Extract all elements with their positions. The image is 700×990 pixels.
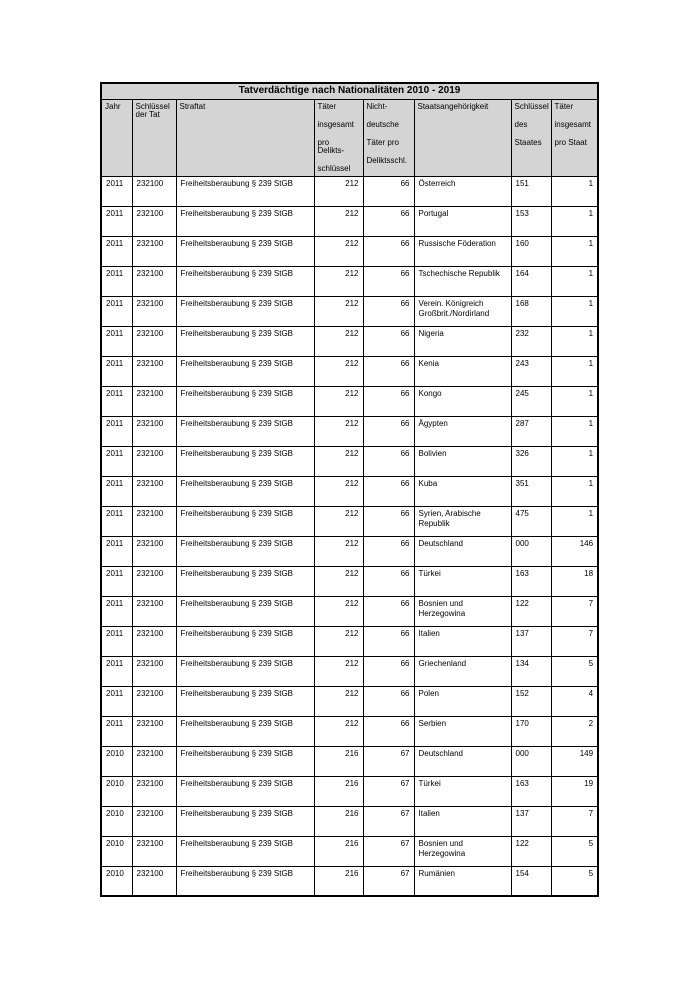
cell-staatsangehoerigkeit: Italien: [414, 806, 511, 836]
table-row: [101, 386, 598, 416]
cell-schluessel-des-staates: 326: [511, 446, 551, 476]
table-row: [101, 206, 598, 236]
cell-schluessel-der-tat: 232100: [132, 266, 176, 296]
cell-nichtdeutsche-taeter-pro-deliktsschluessel: 66: [363, 296, 414, 326]
cell-straftat: Freiheitsberaubung § 239 StGB: [176, 686, 314, 716]
cell-schluessel-des-staates: 137: [511, 626, 551, 656]
cell-nichtdeutsche-taeter-pro-deliktsschluessel: 66: [363, 656, 414, 686]
table-row: [101, 716, 598, 746]
cell-staatsangehoerigkeit: Bosnien und Herzegowina: [414, 836, 511, 866]
cell-straftat: Freiheitsberaubung § 239 StGB: [176, 806, 314, 836]
cell-straftat: Freiheitsberaubung § 239 StGB: [176, 416, 314, 446]
cell-taeter-insgesamt-pro-staat: 1: [551, 476, 598, 506]
cell-taeter-insgesamt-pro-deliktsschluessel: 212: [314, 656, 363, 686]
column-header-taeter-insgesamt-pro-staat: Täter insgesamt pro Staat: [551, 99, 598, 176]
cell-schluessel-der-tat: 232100: [132, 356, 176, 386]
column-header-nichtdeutsche-taeter-pro-deliktsschluessel: Nicht- deutsche Täter pro Deliktsschl.: [363, 99, 414, 176]
table-title: Tatverdächtige nach Nationalitäten 2010 - 2019: [101, 83, 598, 99]
cell-nichtdeutsche-taeter-pro-deliktsschluessel: 67: [363, 836, 414, 866]
cell-straftat: Freiheitsberaubung § 239 StGB: [176, 656, 314, 686]
table-row: [101, 866, 598, 896]
cell-nichtdeutsche-taeter-pro-deliktsschluessel: 66: [363, 626, 414, 656]
cell-schluessel-des-staates: 154: [511, 866, 551, 896]
cell-staatsangehoerigkeit: Ägypten: [414, 416, 511, 446]
cell-taeter-insgesamt-pro-deliktsschluessel: 212: [314, 416, 363, 446]
cell-staatsangehoerigkeit: Türkei: [414, 566, 511, 596]
cell-schluessel-des-staates: 287: [511, 416, 551, 446]
cell-nichtdeutsche-taeter-pro-deliktsschluessel: 67: [363, 866, 414, 896]
cell-taeter-insgesamt-pro-deliktsschluessel: 212: [314, 626, 363, 656]
cell-nichtdeutsche-taeter-pro-deliktsschluessel: 66: [363, 476, 414, 506]
cell-schluessel-des-staates: 000: [511, 746, 551, 776]
cell-jahr: 2011: [101, 266, 132, 296]
cell-taeter-insgesamt-pro-deliktsschluessel: 212: [314, 596, 363, 626]
cell-nichtdeutsche-taeter-pro-deliktsschluessel: 66: [363, 386, 414, 416]
cell-schluessel-der-tat: 232100: [132, 236, 176, 266]
cell-jahr: 2011: [101, 716, 132, 746]
cell-taeter-insgesamt-pro-deliktsschluessel: 216: [314, 746, 363, 776]
cell-taeter-insgesamt-pro-staat: 149: [551, 746, 598, 776]
cell-staatsangehoerigkeit: Portugal: [414, 206, 511, 236]
cell-staatsangehoerigkeit: Griechenland: [414, 656, 511, 686]
cell-jahr: 2011: [101, 326, 132, 356]
cell-taeter-insgesamt-pro-deliktsschluessel: 212: [314, 476, 363, 506]
cell-schluessel-des-staates: 243: [511, 356, 551, 386]
cell-jahr: 2011: [101, 626, 132, 656]
cell-schluessel-der-tat: 232100: [132, 176, 176, 206]
cell-schluessel-der-tat: 232100: [132, 656, 176, 686]
cell-schluessel-des-staates: 163: [511, 776, 551, 806]
cell-taeter-insgesamt-pro-deliktsschluessel: 212: [314, 686, 363, 716]
cell-schluessel-des-staates: 232: [511, 326, 551, 356]
cell-straftat: Freiheitsberaubung § 239 StGB: [176, 746, 314, 776]
column-header-jahr: Jahr: [101, 99, 132, 176]
cell-straftat: Freiheitsberaubung § 239 StGB: [176, 536, 314, 566]
cell-schluessel-des-staates: 137: [511, 806, 551, 836]
cell-schluessel-der-tat: 232100: [132, 326, 176, 356]
table-row: [101, 176, 598, 206]
cell-taeter-insgesamt-pro-staat: 7: [551, 626, 598, 656]
cell-schluessel-des-staates: 164: [511, 266, 551, 296]
table-row: [101, 536, 598, 566]
column-header-taeter-insgesamt-pro-deliktsschluessel: Täter insgesamt pro Delikts- schlüssel: [314, 99, 363, 176]
cell-taeter-insgesamt-pro-deliktsschluessel: 212: [314, 266, 363, 296]
table-row: [101, 326, 598, 356]
cell-straftat: Freiheitsberaubung § 239 StGB: [176, 386, 314, 416]
cell-nichtdeutsche-taeter-pro-deliktsschluessel: 66: [363, 506, 414, 536]
cell-schluessel-des-staates: 475: [511, 506, 551, 536]
cell-staatsangehoerigkeit: Österreich: [414, 176, 511, 206]
cell-jahr: 2010: [101, 746, 132, 776]
cell-schluessel-des-staates: 153: [511, 206, 551, 236]
cell-taeter-insgesamt-pro-staat: 1: [551, 266, 598, 296]
cell-straftat: Freiheitsberaubung § 239 StGB: [176, 356, 314, 386]
cell-straftat: Freiheitsberaubung § 239 StGB: [176, 506, 314, 536]
column-header-straftat: Straftat: [176, 99, 314, 176]
cell-nichtdeutsche-taeter-pro-deliktsschluessel: 67: [363, 776, 414, 806]
suspects-by-nationality-table: [100, 82, 599, 897]
table-header-row: [101, 99, 598, 176]
cell-staatsangehoerigkeit: Tschechische Republik: [414, 266, 511, 296]
cell-straftat: Freiheitsberaubung § 239 StGB: [176, 776, 314, 806]
cell-schluessel-des-staates: 151: [511, 176, 551, 206]
cell-schluessel-der-tat: 232100: [132, 566, 176, 596]
cell-jahr: 2011: [101, 476, 132, 506]
cell-jahr: 2011: [101, 176, 132, 206]
cell-taeter-insgesamt-pro-staat: 1: [551, 206, 598, 236]
cell-jahr: 2011: [101, 506, 132, 536]
cell-straftat: Freiheitsberaubung § 239 StGB: [176, 866, 314, 896]
cell-nichtdeutsche-taeter-pro-deliktsschluessel: 66: [363, 446, 414, 476]
cell-schluessel-der-tat: 232100: [132, 836, 176, 866]
cell-straftat: Freiheitsberaubung § 239 StGB: [176, 176, 314, 206]
cell-schluessel-des-staates: 134: [511, 656, 551, 686]
cell-straftat: Freiheitsberaubung § 239 StGB: [176, 716, 314, 746]
table-row: [101, 656, 598, 686]
cell-taeter-insgesamt-pro-staat: 146: [551, 536, 598, 566]
column-header-schluessel-der-tat: Schlüssel der Tat: [132, 99, 176, 176]
cell-schluessel-des-staates: 351: [511, 476, 551, 506]
cell-taeter-insgesamt-pro-deliktsschluessel: 216: [314, 866, 363, 896]
cell-jahr: 2011: [101, 206, 132, 236]
cell-taeter-insgesamt-pro-deliktsschluessel: 212: [314, 326, 363, 356]
cell-taeter-insgesamt-pro-staat: 5: [551, 656, 598, 686]
cell-schluessel-des-staates: 170: [511, 716, 551, 746]
cell-taeter-insgesamt-pro-staat: 5: [551, 836, 598, 866]
cell-straftat: Freiheitsberaubung § 239 StGB: [176, 326, 314, 356]
cell-staatsangehoerigkeit: Kongo: [414, 386, 511, 416]
cell-staatsangehoerigkeit: Russische Föderation: [414, 236, 511, 266]
cell-taeter-insgesamt-pro-staat: 7: [551, 596, 598, 626]
table-body: [101, 176, 598, 896]
cell-taeter-insgesamt-pro-staat: 18: [551, 566, 598, 596]
cell-staatsangehoerigkeit: Kuba: [414, 476, 511, 506]
cell-staatsangehoerigkeit: Verein. Königreich Großbrit./Nordirland: [414, 296, 511, 326]
cell-taeter-insgesamt-pro-deliktsschluessel: 212: [314, 386, 363, 416]
cell-taeter-insgesamt-pro-deliktsschluessel: 212: [314, 506, 363, 536]
cell-jahr: 2011: [101, 596, 132, 626]
cell-schluessel-der-tat: 232100: [132, 386, 176, 416]
cell-jahr: 2010: [101, 806, 132, 836]
table-row: [101, 686, 598, 716]
cell-straftat: Freiheitsberaubung § 239 StGB: [176, 266, 314, 296]
cell-schluessel-des-staates: 122: [511, 596, 551, 626]
table-row: [101, 566, 598, 596]
table-row: [101, 806, 598, 836]
cell-jahr: 2011: [101, 536, 132, 566]
cell-jahr: 2011: [101, 416, 132, 446]
cell-schluessel-des-staates: 163: [511, 566, 551, 596]
cell-jahr: 2011: [101, 386, 132, 416]
cell-staatsangehoerigkeit: Deutschland: [414, 536, 511, 566]
cell-schluessel-des-staates: 168: [511, 296, 551, 326]
cell-nichtdeutsche-taeter-pro-deliktsschluessel: 67: [363, 746, 414, 776]
cell-straftat: Freiheitsberaubung § 239 StGB: [176, 476, 314, 506]
cell-staatsangehoerigkeit: Nigeria: [414, 326, 511, 356]
cell-schluessel-des-staates: 122: [511, 836, 551, 866]
table-row: [101, 266, 598, 296]
table-row: [101, 356, 598, 386]
cell-taeter-insgesamt-pro-staat: 1: [551, 446, 598, 476]
cell-schluessel-der-tat: 232100: [132, 776, 176, 806]
cell-taeter-insgesamt-pro-staat: 7: [551, 806, 598, 836]
cell-taeter-insgesamt-pro-staat: 2: [551, 716, 598, 746]
cell-nichtdeutsche-taeter-pro-deliktsschluessel: 66: [363, 236, 414, 266]
cell-taeter-insgesamt-pro-deliktsschluessel: 212: [314, 296, 363, 326]
cell-jahr: 2011: [101, 296, 132, 326]
cell-nichtdeutsche-taeter-pro-deliktsschluessel: 66: [363, 176, 414, 206]
cell-taeter-insgesamt-pro-staat: 1: [551, 416, 598, 446]
cell-taeter-insgesamt-pro-staat: 4: [551, 686, 598, 716]
table-row: [101, 296, 598, 326]
cell-taeter-insgesamt-pro-staat: 1: [551, 356, 598, 386]
table-row: [101, 476, 598, 506]
cell-schluessel-der-tat: 232100: [132, 716, 176, 746]
table-title-row: [101, 83, 598, 99]
cell-schluessel-der-tat: 232100: [132, 416, 176, 446]
cell-straftat: Freiheitsberaubung § 239 StGB: [176, 836, 314, 866]
cell-taeter-insgesamt-pro-deliktsschluessel: 216: [314, 836, 363, 866]
cell-jahr: 2010: [101, 836, 132, 866]
cell-schluessel-der-tat: 232100: [132, 596, 176, 626]
cell-schluessel-der-tat: 232100: [132, 296, 176, 326]
cell-schluessel-der-tat: 232100: [132, 686, 176, 716]
cell-schluessel-der-tat: 232100: [132, 476, 176, 506]
cell-taeter-insgesamt-pro-deliktsschluessel: 212: [314, 536, 363, 566]
table-row: [101, 776, 598, 806]
cell-nichtdeutsche-taeter-pro-deliktsschluessel: 66: [363, 356, 414, 386]
cell-straftat: Freiheitsberaubung § 239 StGB: [176, 596, 314, 626]
table-row: [101, 506, 598, 536]
cell-taeter-insgesamt-pro-staat: 1: [551, 506, 598, 536]
cell-taeter-insgesamt-pro-staat: 1: [551, 386, 598, 416]
table-row: [101, 596, 598, 626]
cell-taeter-insgesamt-pro-deliktsschluessel: 216: [314, 776, 363, 806]
cell-jahr: 2011: [101, 686, 132, 716]
cell-nichtdeutsche-taeter-pro-deliktsschluessel: 66: [363, 686, 414, 716]
column-header-schluessel-des-staates: Schlüssel des Staates: [511, 99, 551, 176]
cell-staatsangehoerigkeit: Italien: [414, 626, 511, 656]
cell-nichtdeutsche-taeter-pro-deliktsschluessel: 67: [363, 806, 414, 836]
cell-straftat: Freiheitsberaubung § 239 StGB: [176, 566, 314, 596]
cell-staatsangehoerigkeit: Syrien, Arabische Republik: [414, 506, 511, 536]
cell-taeter-insgesamt-pro-staat: 19: [551, 776, 598, 806]
cell-taeter-insgesamt-pro-deliktsschluessel: 216: [314, 806, 363, 836]
cell-schluessel-der-tat: 232100: [132, 506, 176, 536]
table-row: [101, 836, 598, 866]
cell-staatsangehoerigkeit: Polen: [414, 686, 511, 716]
cell-staatsangehoerigkeit: Serbien: [414, 716, 511, 746]
cell-jahr: 2010: [101, 776, 132, 806]
cell-taeter-insgesamt-pro-deliktsschluessel: 212: [314, 356, 363, 386]
table-row: [101, 446, 598, 476]
cell-taeter-insgesamt-pro-staat: 5: [551, 866, 598, 896]
cell-nichtdeutsche-taeter-pro-deliktsschluessel: 66: [363, 596, 414, 626]
cell-taeter-insgesamt-pro-staat: 1: [551, 236, 598, 266]
cell-taeter-insgesamt-pro-deliktsschluessel: 212: [314, 446, 363, 476]
table-row: [101, 626, 598, 656]
cell-jahr: 2011: [101, 656, 132, 686]
cell-nichtdeutsche-taeter-pro-deliktsschluessel: 66: [363, 206, 414, 236]
cell-jahr: 2011: [101, 566, 132, 596]
cell-staatsangehoerigkeit: Rumänien: [414, 866, 511, 896]
cell-staatsangehoerigkeit: Deutschland: [414, 746, 511, 776]
table-row: [101, 746, 598, 776]
cell-schluessel-des-staates: 000: [511, 536, 551, 566]
cell-schluessel-des-staates: 160: [511, 236, 551, 266]
cell-straftat: Freiheitsberaubung § 239 StGB: [176, 296, 314, 326]
cell-nichtdeutsche-taeter-pro-deliktsschluessel: 66: [363, 326, 414, 356]
cell-jahr: 2011: [101, 236, 132, 266]
cell-straftat: Freiheitsberaubung § 239 StGB: [176, 446, 314, 476]
cell-schluessel-der-tat: 232100: [132, 626, 176, 656]
table-row: [101, 236, 598, 266]
cell-staatsangehoerigkeit: Kenia: [414, 356, 511, 386]
cell-straftat: Freiheitsberaubung § 239 StGB: [176, 206, 314, 236]
cell-taeter-insgesamt-pro-deliktsschluessel: 212: [314, 566, 363, 596]
cell-straftat: Freiheitsberaubung § 239 StGB: [176, 236, 314, 266]
cell-staatsangehoerigkeit: Türkei: [414, 776, 511, 806]
cell-taeter-insgesamt-pro-deliktsschluessel: 212: [314, 206, 363, 236]
cell-nichtdeutsche-taeter-pro-deliktsschluessel: 66: [363, 416, 414, 446]
cell-taeter-insgesamt-pro-staat: 1: [551, 296, 598, 326]
cell-taeter-insgesamt-pro-deliktsschluessel: 212: [314, 716, 363, 746]
cell-schluessel-der-tat: 232100: [132, 866, 176, 896]
cell-schluessel-der-tat: 232100: [132, 536, 176, 566]
cell-taeter-insgesamt-pro-deliktsschluessel: 212: [314, 176, 363, 206]
cell-schluessel-des-staates: 152: [511, 686, 551, 716]
cell-schluessel-der-tat: 232100: [132, 206, 176, 236]
cell-schluessel-des-staates: 245: [511, 386, 551, 416]
cell-nichtdeutsche-taeter-pro-deliktsschluessel: 66: [363, 266, 414, 296]
cell-staatsangehoerigkeit: Bolivien: [414, 446, 511, 476]
cell-staatsangehoerigkeit: Bosnien und Herzegowina: [414, 596, 511, 626]
cell-schluessel-der-tat: 232100: [132, 746, 176, 776]
table-row: [101, 416, 598, 446]
cell-schluessel-der-tat: 232100: [132, 806, 176, 836]
cell-nichtdeutsche-taeter-pro-deliktsschluessel: 66: [363, 536, 414, 566]
cell-taeter-insgesamt-pro-deliktsschluessel: 212: [314, 236, 363, 266]
cell-jahr: 2010: [101, 866, 132, 896]
cell-jahr: 2011: [101, 446, 132, 476]
cell-schluessel-der-tat: 232100: [132, 446, 176, 476]
cell-jahr: 2011: [101, 356, 132, 386]
cell-nichtdeutsche-taeter-pro-deliktsschluessel: 66: [363, 716, 414, 746]
cell-nichtdeutsche-taeter-pro-deliktsschluessel: 66: [363, 566, 414, 596]
column-header-staatsangehoerigkeit: Staatsangehörigkeit: [414, 99, 511, 176]
cell-taeter-insgesamt-pro-staat: 1: [551, 326, 598, 356]
cell-taeter-insgesamt-pro-staat: 1: [551, 176, 598, 206]
cell-straftat: Freiheitsberaubung § 239 StGB: [176, 626, 314, 656]
